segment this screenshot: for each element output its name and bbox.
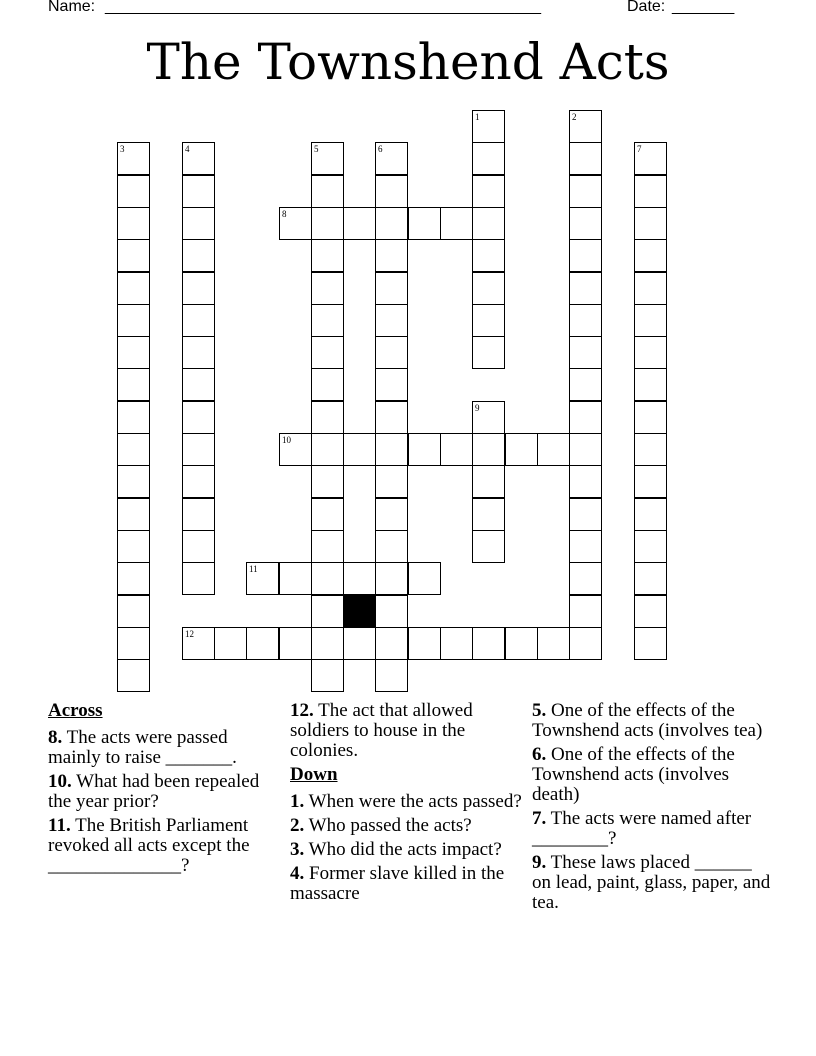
cell-number: 11 bbox=[249, 564, 258, 574]
grid-cell[interactable] bbox=[408, 433, 441, 466]
grid-cell[interactable] bbox=[182, 207, 215, 240]
cell-number: 5 bbox=[314, 144, 319, 154]
grid-cell[interactable] bbox=[117, 627, 150, 660]
page-title: The Townshend Acts bbox=[146, 33, 670, 91]
grid-cell[interactable] bbox=[311, 627, 344, 660]
grid-cell[interactable] bbox=[279, 562, 312, 595]
grid-cell[interactable] bbox=[634, 627, 667, 660]
grid-cell[interactable] bbox=[214, 627, 247, 660]
grid-cell[interactable] bbox=[472, 207, 505, 240]
grid-cell[interactable] bbox=[182, 627, 215, 660]
grid-cell[interactable] bbox=[246, 562, 279, 595]
grid-cell[interactable] bbox=[569, 142, 602, 175]
grid-cell[interactable] bbox=[634, 595, 667, 628]
clue-number: 8. bbox=[48, 727, 63, 748]
grid-cell[interactable] bbox=[472, 175, 505, 208]
grid-cell[interactable] bbox=[117, 659, 150, 692]
grid-cell[interactable] bbox=[569, 401, 602, 434]
grid-cell[interactable] bbox=[117, 272, 150, 305]
clue-down-5 bbox=[532, 701, 772, 741]
grid-cell[interactable] bbox=[634, 368, 667, 401]
grid-cell[interactable] bbox=[182, 498, 215, 531]
grid-cell[interactable] bbox=[472, 304, 505, 337]
grid-cell[interactable] bbox=[569, 562, 602, 595]
clue-number: 3. bbox=[290, 839, 305, 860]
clue-down-9 bbox=[532, 853, 772, 913]
grid-cell[interactable] bbox=[182, 433, 215, 466]
grid-cell[interactable] bbox=[472, 530, 505, 563]
grid-cell[interactable] bbox=[311, 562, 344, 595]
cell-number: 2 bbox=[572, 112, 577, 122]
grid-cell[interactable] bbox=[472, 239, 505, 272]
grid-cell[interactable] bbox=[375, 433, 408, 466]
grid-cell[interactable] bbox=[375, 239, 408, 272]
grid-cell[interactable] bbox=[472, 142, 505, 175]
grid-cell[interactable] bbox=[375, 562, 408, 595]
grid-cell[interactable] bbox=[117, 562, 150, 595]
grid-cell[interactable] bbox=[117, 207, 150, 240]
clue-down-6 bbox=[532, 745, 772, 805]
grid-cell[interactable] bbox=[375, 401, 408, 434]
clues-column-2 bbox=[290, 701, 522, 908]
clue-across-12 bbox=[290, 701, 522, 761]
grid-cell[interactable] bbox=[569, 530, 602, 563]
cell-number: 9 bbox=[475, 403, 480, 413]
clue-down-2 bbox=[290, 816, 522, 836]
clue-text: These laws placed ______ on lead, paint, glass, paper, and tea. bbox=[532, 852, 771, 913]
clue-text: When were the acts passed? bbox=[308, 791, 522, 812]
grid-cell[interactable] bbox=[375, 498, 408, 531]
grid-cell[interactable] bbox=[505, 627, 538, 660]
grid-cell[interactable] bbox=[182, 239, 215, 272]
clue-number: 10. bbox=[48, 771, 72, 792]
grid-cell[interactable] bbox=[182, 401, 215, 434]
date-field[interactable]: _______ bbox=[672, 0, 735, 15]
cell-number: 7 bbox=[637, 144, 642, 154]
grid-cell[interactable] bbox=[408, 627, 441, 660]
grid-cell[interactable] bbox=[311, 239, 344, 272]
grid-cell[interactable] bbox=[311, 659, 344, 692]
grid-cell[interactable] bbox=[343, 627, 376, 660]
grid-cell[interactable] bbox=[311, 336, 344, 369]
grid-cell[interactable] bbox=[569, 336, 602, 369]
grid-cell[interactable] bbox=[634, 142, 667, 175]
clue-across-10 bbox=[48, 772, 278, 812]
grid-cell[interactable] bbox=[375, 336, 408, 369]
grid-cell[interactable] bbox=[311, 368, 344, 401]
clue-number: 9. bbox=[532, 852, 547, 873]
grid-cell[interactable] bbox=[569, 175, 602, 208]
clue-text: Former slave killed in the massacre bbox=[290, 863, 505, 904]
black-cell bbox=[343, 595, 376, 628]
grid-cell[interactable] bbox=[537, 627, 570, 660]
grid-cell[interactable] bbox=[634, 498, 667, 531]
grid-cell[interactable] bbox=[569, 627, 602, 660]
grid-cell[interactable] bbox=[505, 433, 538, 466]
grid-cell[interactable] bbox=[408, 562, 441, 595]
cell-number: 12 bbox=[185, 629, 194, 639]
grid-cell[interactable] bbox=[634, 433, 667, 466]
grid-cell[interactable] bbox=[375, 659, 408, 692]
clue-down-4 bbox=[290, 864, 522, 904]
clue-text: The acts were named after ________? bbox=[532, 808, 752, 849]
cell-number: 8 bbox=[282, 209, 287, 219]
grid-cell[interactable] bbox=[311, 465, 344, 498]
grid-cell[interactable] bbox=[343, 562, 376, 595]
clue-text: One of the effects of the Townshend acts (involves tea) bbox=[532, 700, 763, 741]
grid-cell[interactable] bbox=[375, 530, 408, 563]
grid-cell[interactable] bbox=[569, 465, 602, 498]
cell-number: 6 bbox=[378, 144, 383, 154]
grid-cell[interactable] bbox=[569, 433, 602, 466]
grid-cell[interactable] bbox=[343, 207, 376, 240]
grid-cell[interactable] bbox=[634, 175, 667, 208]
grid-cell[interactable] bbox=[472, 272, 505, 305]
grid-cell[interactable] bbox=[117, 465, 150, 498]
clues-column-1 bbox=[48, 701, 278, 880]
grid-cell[interactable] bbox=[440, 207, 473, 240]
grid-cell[interactable] bbox=[246, 627, 279, 660]
grid-cell[interactable] bbox=[182, 304, 215, 337]
clue-number: 12. bbox=[290, 700, 314, 721]
grid-cell[interactable] bbox=[634, 239, 667, 272]
grid-cell[interactable] bbox=[182, 530, 215, 563]
grid-cell[interactable] bbox=[440, 433, 473, 466]
clue-number: 11. bbox=[48, 815, 71, 836]
cell-number: 4 bbox=[185, 144, 190, 154]
clue-text: The British Parliament revoked all acts except the ______________? bbox=[48, 815, 250, 876]
grid-cell[interactable] bbox=[569, 304, 602, 337]
grid-cell[interactable] bbox=[472, 498, 505, 531]
grid-cell[interactable] bbox=[117, 239, 150, 272]
clue-number: 2. bbox=[290, 815, 305, 836]
grid-cell[interactable] bbox=[472, 433, 505, 466]
grid-cell[interactable] bbox=[117, 142, 150, 175]
clue-down-1 bbox=[290, 792, 522, 812]
grid-cell[interactable] bbox=[182, 562, 215, 595]
grid-cell[interactable] bbox=[117, 401, 150, 434]
clue-number: 7. bbox=[532, 808, 547, 829]
grid-cell[interactable] bbox=[311, 272, 344, 305]
grid-cell[interactable] bbox=[634, 562, 667, 595]
grid-cell[interactable] bbox=[279, 207, 312, 240]
grid-cell[interactable] bbox=[472, 336, 505, 369]
clue-across-11 bbox=[48, 816, 278, 876]
grid-cell[interactable] bbox=[440, 627, 473, 660]
grid-cell[interactable] bbox=[343, 433, 376, 466]
grid-cell[interactable] bbox=[182, 142, 215, 175]
grid-cell[interactable] bbox=[311, 498, 344, 531]
grid-cell[interactable] bbox=[182, 175, 215, 208]
grid-cell[interactable] bbox=[375, 595, 408, 628]
grid-cell[interactable] bbox=[375, 304, 408, 337]
grid-cell[interactable] bbox=[472, 627, 505, 660]
grid-cell[interactable] bbox=[117, 304, 150, 337]
grid-cell[interactable] bbox=[569, 595, 602, 628]
grid-cell[interactable] bbox=[634, 207, 667, 240]
clue-down-3 bbox=[290, 840, 522, 860]
grid-cell[interactable] bbox=[311, 401, 344, 434]
grid-cell[interactable] bbox=[634, 336, 667, 369]
cell-number: 1 bbox=[475, 112, 480, 122]
grid-cell[interactable] bbox=[569, 272, 602, 305]
grid-cell[interactable] bbox=[569, 110, 602, 143]
clue-text: Who did the acts impact? bbox=[308, 839, 502, 860]
grid-cell[interactable] bbox=[537, 433, 570, 466]
grid-cell[interactable] bbox=[311, 207, 344, 240]
clue-down-7 bbox=[532, 809, 772, 849]
grid-cell[interactable] bbox=[311, 175, 344, 208]
grid-cell[interactable] bbox=[634, 401, 667, 434]
grid-cell[interactable] bbox=[182, 368, 215, 401]
grid-cell[interactable] bbox=[634, 465, 667, 498]
clue-text: The acts were passed mainly to raise _______. bbox=[48, 727, 237, 768]
grid-cell[interactable] bbox=[311, 142, 344, 175]
name-field[interactable]: _________________________________________________ bbox=[105, 0, 542, 15]
across-heading: Across bbox=[48, 700, 103, 721]
clue-text: What had been repealed the year prior? bbox=[48, 771, 260, 812]
grid-cell[interactable] bbox=[472, 110, 505, 143]
grid-cell[interactable] bbox=[375, 272, 408, 305]
grid-cell[interactable] bbox=[375, 175, 408, 208]
grid-cell[interactable] bbox=[408, 207, 441, 240]
clue-number: 1. bbox=[290, 791, 305, 812]
grid-cell[interactable] bbox=[569, 498, 602, 531]
grid-cell[interactable] bbox=[311, 304, 344, 337]
grid-cell[interactable] bbox=[375, 207, 408, 240]
clue-text: The act that allowed soldiers to house in the colonies. bbox=[290, 700, 473, 761]
grid-cell[interactable] bbox=[375, 368, 408, 401]
clue-number: 6. bbox=[532, 744, 547, 765]
grid-cell[interactable] bbox=[472, 401, 505, 434]
grid-cell[interactable] bbox=[569, 207, 602, 240]
grid-cell[interactable] bbox=[375, 142, 408, 175]
grid-cell[interactable] bbox=[279, 433, 312, 466]
grid-cell[interactable] bbox=[569, 239, 602, 272]
grid-cell[interactable] bbox=[311, 433, 344, 466]
grid-cell[interactable] bbox=[117, 498, 150, 531]
grid-cell[interactable] bbox=[375, 465, 408, 498]
grid-cell[interactable] bbox=[279, 627, 312, 660]
grid-cell[interactable] bbox=[311, 530, 344, 563]
grid-cell[interactable] bbox=[117, 368, 150, 401]
grid-cell[interactable] bbox=[117, 595, 150, 628]
grid-cell[interactable] bbox=[634, 304, 667, 337]
date-label: Date: bbox=[627, 0, 666, 15]
clue-text: Who passed the acts? bbox=[308, 815, 472, 836]
grid-cell[interactable] bbox=[117, 433, 150, 466]
grid-cell[interactable] bbox=[569, 368, 602, 401]
cell-number: 10 bbox=[282, 435, 291, 445]
cell-number: 3 bbox=[120, 144, 125, 154]
clues-column-3 bbox=[532, 701, 772, 917]
grid-cell[interactable] bbox=[472, 465, 505, 498]
grid-cell[interactable] bbox=[182, 336, 215, 369]
grid-cell[interactable] bbox=[634, 530, 667, 563]
grid-cell[interactable] bbox=[634, 272, 667, 305]
grid-cell[interactable] bbox=[117, 175, 150, 208]
grid-cell[interactable] bbox=[117, 336, 150, 369]
grid-cell[interactable] bbox=[117, 530, 150, 563]
grid-cell[interactable] bbox=[182, 465, 215, 498]
grid-cell[interactable] bbox=[182, 272, 215, 305]
down-heading: Down bbox=[290, 764, 338, 785]
clue-number: 4. bbox=[290, 863, 305, 884]
name-label: Name: bbox=[48, 0, 96, 15]
grid-cell[interactable] bbox=[375, 627, 408, 660]
clue-text: One of the effects of the Townshend acts (involves death) bbox=[532, 744, 735, 805]
clue-number: 5. bbox=[532, 700, 547, 721]
clue-across-8 bbox=[48, 728, 278, 768]
grid-cell[interactable] bbox=[311, 595, 344, 628]
